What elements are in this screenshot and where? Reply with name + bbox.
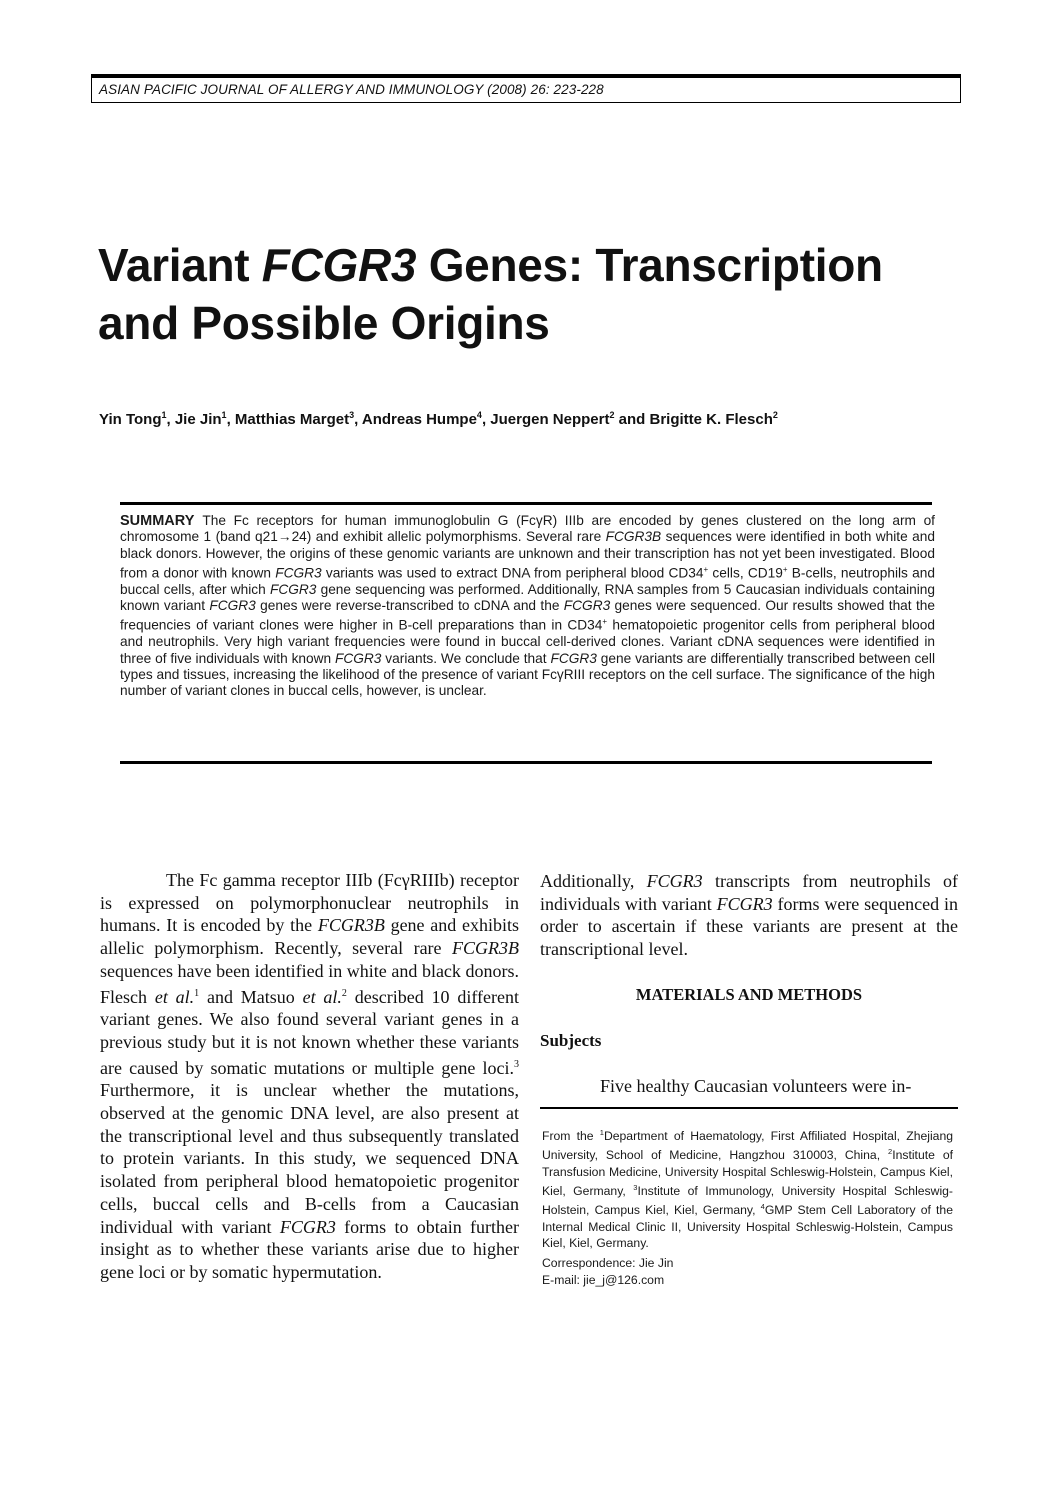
summary-label: SUMMARY [120,513,195,529]
footnote-text: Institute of Transfusion Medicine, University Hospital Schleswig-Holstein, Campus Kiel, Kiel, Germany, [542,1148,953,1199]
et-al: et al. [302,986,342,1007]
reference-mark: 1 [194,987,200,999]
summary-text: cells, CD19 [708,565,783,581]
subsection-heading-subjects: Subjects [540,1031,602,1050]
body-text: The Fc gamma receptor IIIb (FcγRIIIb) receptor is expressed on polymorphonuclear neutrophils in humans. It is encoded by the [100,870,519,936]
author-name: Andreas Humpe [361,411,477,428]
summary-text: gene variants are differentially transcribed between cell types and tissues, increasing the likelihood of the presence of variant FcγRIII receptors on the cell surface. The significance of the high number of variant clones in buccal cells, however, is unclear. [120,650,935,699]
affiliation-mark: 4 [760,1202,765,1212]
body-text: forms to obtain further insight as to whether these variants arise due to higher gene loci or by somatic hypermutation. [100,1216,519,1282]
superscript: + [782,564,788,574]
summary-text: gene sequencing was performed. Additionally, RNA samples from 5 Caucasian individuals containing known variant [120,581,936,614]
gene-name: FCGR3 [275,565,322,581]
author-affiliation-mark: 3 [349,410,355,420]
correspondence: Correspondence: Jie Jin [542,1256,674,1270]
author-affiliation-mark: 1 [161,410,167,420]
summary-text: B-cells, neutrophils and buccal cells, after which [120,565,935,597]
body-text: Furthermore, it is unclear whether the mutations, observed at the genomic DNA level, are also present at the transcriptional level and thus subsequently translated to protein variants. In this study, we sequenced DNA isolated from peripheral blood hematopoietic progenitor cells, buccal cells and B-cells from a Caucasian individual with variant [100,1080,519,1237]
body-text: Additionally, [540,871,647,891]
summary-text: sequences were identified in both white and black donors. However, the origins of these genomic variants are unknown and their transcription has not yet been investigated. Blood from a donor with known [120,529,935,581]
footnote-text: Department of Haematology, First Affiliated Hospital, Zhejiang University, School of Medicine, Hangzhou 310003, China, [542,1129,953,1163]
summary-top-rule [120,502,932,505]
author-separator: , [481,411,491,428]
journal-citation: ASIAN PACIFIC JOURNAL OF ALLERGY AND IMMUNOLOGY (2008) 26: 223-228 [99,82,604,97]
gene-name: FCGR3 [269,581,317,597]
intro-paragraph [100,869,519,1284]
reference-mark: 3 [514,1058,519,1070]
affiliation-footnote [542,1125,953,1251]
affiliation-mark: 3 [633,1183,638,1193]
title-gene: FCGR3 [261,239,417,291]
author-separator: and [614,411,650,428]
summary-text: variants. We conclude that [381,650,551,666]
author-name: Brigitte K. Flesch [649,411,773,428]
section-heading-methods: MATERIALS AND METHODS [635,985,863,1004]
body-text: described 10 different variant genes. We also found several variant genes in a previous study but it is not known whether these variants are caused by somatic mutations or multiple gene loci. [100,986,519,1078]
author-separator: , [226,411,235,428]
superscript: + [703,564,709,574]
journal-header-box [91,74,961,103]
gene-name: FCGR3 [209,598,256,614]
gene-name: FCGR3 [646,871,703,891]
summary-abstract [120,513,935,699]
summary-text: genes were sequenced. Our results showed that the frequencies of variant clones were higher in B-cell preparations than in CD34 [120,598,935,633]
affiliation-mark: 2 [888,1147,893,1157]
gene-name: FCGR3 [550,650,597,666]
gene-name: FCGR3B [452,938,519,959]
body-text: transcripts from neutrophils of individuals with variant [540,871,958,914]
footnote-text: GMP Stem Cell Laboratory of the Internal Medical Clinic II, University Hospital Schleswig-Holstein, Campus Kiel, Kiel, Germany. [542,1203,953,1251]
title-part-1: Variant [98,239,250,291]
author-affiliation-mark: 4 [476,410,482,420]
superscript: + [602,617,608,627]
gene-name: FCGR3 [335,650,382,666]
author-separator: , [354,411,362,428]
footnote-text: Institute of Immunology, University Hospital Schleswig-Holstein, Campus Kiel, Kiel, Germany, [542,1184,953,1218]
gene-name: FCGR3 [716,893,773,914]
title-part-2: Genes: Transcription [428,239,883,291]
body-text: and Matsuo [199,986,303,1007]
footnote-text: From the [542,1129,600,1144]
author-affiliation-mark: 2 [772,410,778,420]
author-name: Juergen Neppert [490,411,610,428]
gene-name: FCGR3 [279,1216,336,1237]
gene-name: FCGR3B [317,915,385,936]
title-line-2: and Possible Origins [98,297,550,349]
author-affiliation-mark: 1 [221,410,227,420]
author-name: Matthias Marget [234,411,350,428]
gene-name: FCGR3B [605,529,662,545]
body-text: sequences have been identified in white and black donors. Flesch [100,960,519,1007]
summary-text: variants was used to extract DNA from peripheral blood CD34 [321,565,704,581]
footnote-rule [540,1107,958,1109]
summary-text: The Fc receptors for human immunoglobulin G (FcγR) IIIb are encoded by genes clustered on the long arm of chromosome 1 (band q21→24) and exhibit allelic polymorphisms. Several rare [120,513,935,545]
summary-text: hematopoietic progenitor cells from peripheral blood and neutrophils. Very high variant frequencies were found in buccal cell-derived clones. Variant cDNA sequences were identified in three of five individuals with known [120,617,935,666]
intro-paragraph-continued [540,870,958,961]
author-list [99,410,959,428]
subjects-paragraph: Five healthy Caucasian volunteers were in- [600,1076,912,1096]
gene-name: FCGR3 [563,598,611,614]
et-al: et al. [154,986,195,1007]
summary-text: genes were reverse-transcribed to cDNA and the [255,598,564,614]
author-name: Jie Jin [174,411,222,428]
email-address: E-mail: jie_j@126.com [542,1273,665,1287]
author-affiliation-mark: 2 [609,410,615,420]
body-text: forms were sequenced in order to ascertain if these variants are present at the transcriptional level. [540,893,958,960]
body-text: gene and exhibits allelic polymorphism. Recently, several rare [100,915,519,959]
article-title [98,236,958,352]
author-name: Yin Tong [99,411,162,428]
author-separator: , [166,411,175,428]
summary-bottom-rule [120,761,932,764]
reference-mark: 2 [341,987,347,999]
affiliation-mark: 1 [599,1128,604,1137]
